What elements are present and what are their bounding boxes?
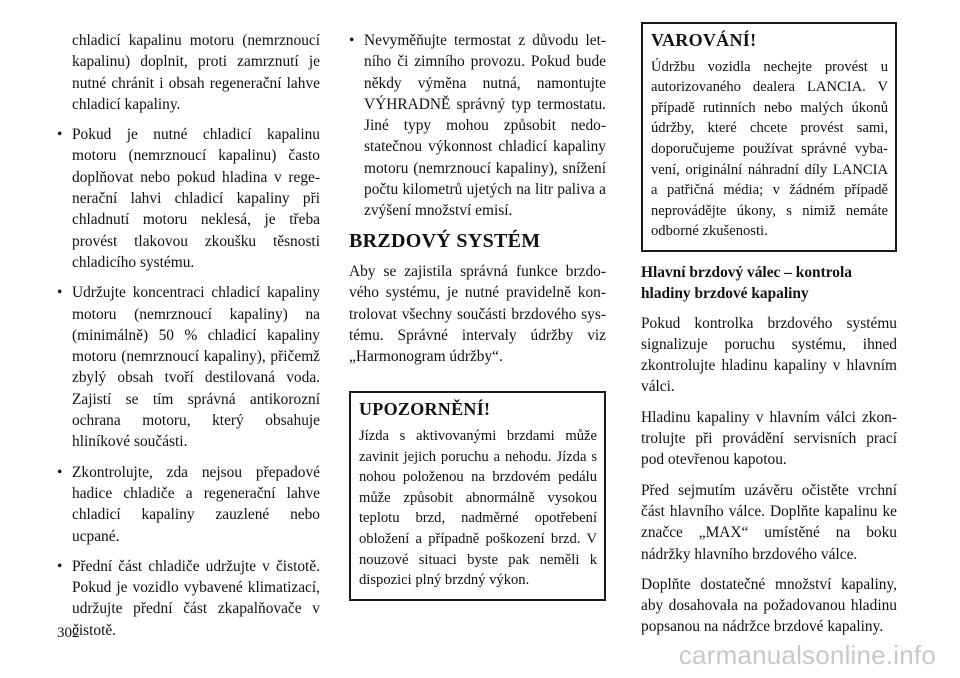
- brake-system-paragraph: Aby se zajistila správná funkce brzdového systému, je nutné pravidelně kontrolovat všechny součásti brzdového systému. Správné intervaly údržby viz „Harmonogram údržby“.: [349, 262, 606, 366]
- caution-text: Jízda s aktivovanými brzdami může zavinit jejich poruchu a nehodu. Jízda s nohou položenou na brzdovém pedálu může způsobit abnormálně vysokou teplotu brzd, nadměrné opotřebení obložení a případně poškození brzd. V nouzové situaci byste pak neměli k dispozici plný brzdný výkon.: [359, 428, 597, 589]
- watermark: carmanualsonline.info: [678, 640, 936, 670]
- caution-title: UPOZORNĚNÍ!: [359, 399, 491, 420]
- paragraph: Pokud kontrolka brzdového systému signalizuje poruchu systému, ihned zkontrolujte hladinu kapaliny v hlavním válci.: [641, 314, 897, 396]
- thermostat-bullet-list: [349, 30, 606, 222]
- page-number: 302: [57, 625, 80, 641]
- bullet-icon: •: [57, 463, 63, 481]
- coolant-bullet-list: [57, 124, 320, 641]
- caution-box: [349, 391, 606, 600]
- warning-title: VAROVÁNÍ!: [651, 30, 757, 50]
- list-item: • Nevyměňujte termostat z důvodu letního či zimního provozu. Pokud bude někdy výměna nutná, namontujte VÝHRADNĚ správný typ termostatu. Jiné typy mohou způsobit nedostatečnou výkonnost chladicí kapaliny motoru (nemrznoucí kapaliny), snížení počtu kilometrů ujetých na litr paliva a zvýšení množství emisí.: [349, 32, 606, 220]
- paragraph: Hladinu kapaliny v hlavním válci zkontrolujte při provádění servisních prací pod otevřenou kapotou.: [641, 408, 897, 469]
- list-item: • Zkontrolujte, zda nejsou přepadové hadice chladiče a regenerační lahve chladicí kapaliny zauzlené nebo ucpané.: [57, 463, 320, 545]
- left-column: [57, 30, 320, 650]
- section-heading: BRZDOVÝ SYSTÉM: [349, 229, 541, 252]
- subsection-heading: Hlavní brzdový válec – kontrola hladiny brzdové kapaliny: [641, 263, 852, 303]
- list-item: • Pokud je nutné chladicí kapalinu motoru (nemrznoucí kapalinu) často doplňovat nebo pokud hladina v regenerační lahvi chladicí kapaliny při chladnutí motoru neklesá, je třeba provést tlakovou zkoušku těsnosti chladicího systému.: [57, 126, 320, 271]
- paragraph: Doplňte dostatečné množství kapaliny, aby dosahovala na požadovanou hladinu popsanou na nádržce brzdové kapaliny.: [641, 575, 897, 636]
- continued-paragraph: chladicí kapalinu motoru (nemrznoucí kapalinu) doplnit, proti zamrznutí je nutné chránit i obsah regenerační lahve chladicí kapaliny.: [72, 32, 320, 113]
- list-item: • Udržujte koncentraci chladicí kapaliny motoru (nemrznoucí kapaliny) na (minimálně) 50 % chladicí kapaliny motoru (nemrznoucí kapaliny), přičemž zbylý obsah tvoří destilovaná voda. Zajistí se tím správná antikorozní ochrana motoru, který obsahuje hliníkové součásti.: [57, 284, 320, 451]
- warning-box: [641, 22, 897, 252]
- paragraph: Před sejmutím uzávěru očistěte vrchní část hlavního válce. Doplňte kapalinu ke značce „MAX“ umístěné na boku nádržky hlavního brzdového válce.: [641, 481, 897, 563]
- bullet-icon: •: [57, 284, 63, 302]
- right-column: [641, 30, 897, 647]
- list-item: • Přední část chladiče udržujte v čistotě. Pokud je vozidlo vybavené klimatizací, udržujte přední část zkapalňovače v čistotě.: [57, 557, 320, 639]
- bullet-icon: •: [57, 557, 63, 575]
- bullet-icon: •: [57, 126, 63, 144]
- middle-column: [349, 30, 606, 601]
- warning-text: Údržbu vozidla nechejte provést u autorizovaného dealera LANCIA. V případě rutinních nebo malých úkonů údržby, které chcete provést sami, doporučujeme používat správné vybavení, originální náhradní díly LANCIA a patřičná média; v žádném případě neprovádějte úkony, s nimiž nemáte odborné zkušenosti.: [651, 58, 888, 240]
- bullet-icon: •: [349, 32, 355, 49]
